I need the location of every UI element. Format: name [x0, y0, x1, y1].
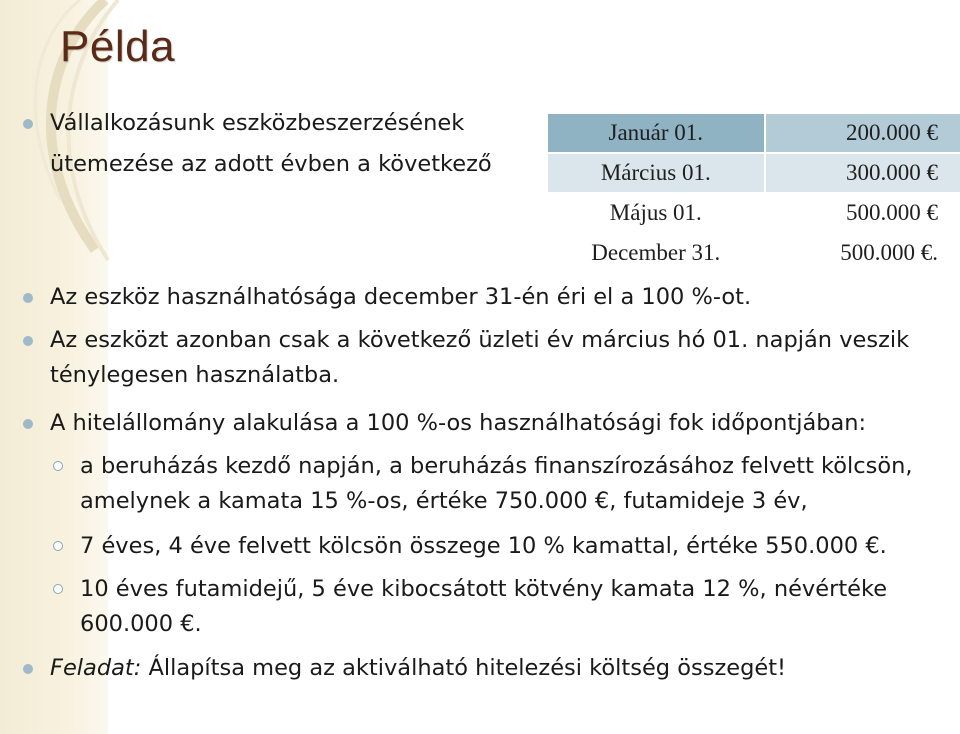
table-row [548, 153, 960, 193]
task-label: Feladat: [50, 655, 142, 681]
schedule-amount: 300.000 € [765, 153, 960, 193]
schedule-date: Január 01. [548, 114, 765, 153]
sub-bullet-1-line2: amelynek a kamata 15 %-os, értéke 750.000 €, futamideje 3 év, [80, 488, 808, 514]
sub-bullet-3-line1: 10 éves futamidejű, 5 éve kibocsátott kötvény kamata 12 %, névértéke [80, 576, 888, 602]
bullet-3-line2: ténylegesen használatba. [50, 362, 340, 388]
schedule-table [548, 114, 960, 274]
schedule-date: December 31. [548, 233, 765, 273]
table-row [548, 114, 960, 153]
schedule-amount: 200.000 € [765, 114, 960, 153]
bullet-dot [23, 664, 33, 674]
bullet-dot [23, 293, 33, 303]
sub-bullet-ring [53, 584, 63, 594]
bullet-1-line2: ütemezése az adott évben a következő [50, 151, 492, 177]
bullet-1-line1: Vállalkozásunk eszközbeszerzésének [50, 110, 465, 136]
bullet-dot [23, 119, 33, 129]
schedule-date: Március 01. [548, 153, 765, 193]
task-line [50, 651, 786, 685]
bullet-3-line1: Az eszközt azonban csak a következő üzleti év március hó 01. napján veszik [50, 327, 910, 353]
bullet-4: A hitelállomány alakulása a 100 %-os használhatósági fok időpontjában: [50, 410, 867, 436]
schedule-date: Május 01. [548, 193, 765, 233]
bullet-dot [23, 336, 33, 346]
sub-bullet-3-line2: 600.000 €. [80, 611, 202, 637]
task-text: Állapítsa meg az aktiválható hitelezési költség összegét! [141, 655, 787, 681]
schedule-amount: 500.000 € [846, 200, 938, 225]
bullet-dot [23, 419, 33, 429]
bullet-2: Az eszköz használhatósága december 31-én éri el a 100 %-ot. [50, 284, 752, 310]
schedule-amount: 500.000 €. [840, 240, 938, 265]
page-title: Példa [60, 22, 176, 71]
sub-bullet-2: 7 éves, 4 éve felvett kölcsön összege 10 % kamattal, értéke 550.000 €. [80, 533, 887, 559]
sub-bullet-ring [53, 541, 63, 551]
table-row [548, 233, 960, 273]
table-row [548, 193, 960, 233]
sub-bullet-ring [53, 461, 63, 471]
sub-bullet-1-line1: a beruházás kezdő napján, a beruházás finanszírozásához felvett kölcsön, [80, 453, 913, 479]
